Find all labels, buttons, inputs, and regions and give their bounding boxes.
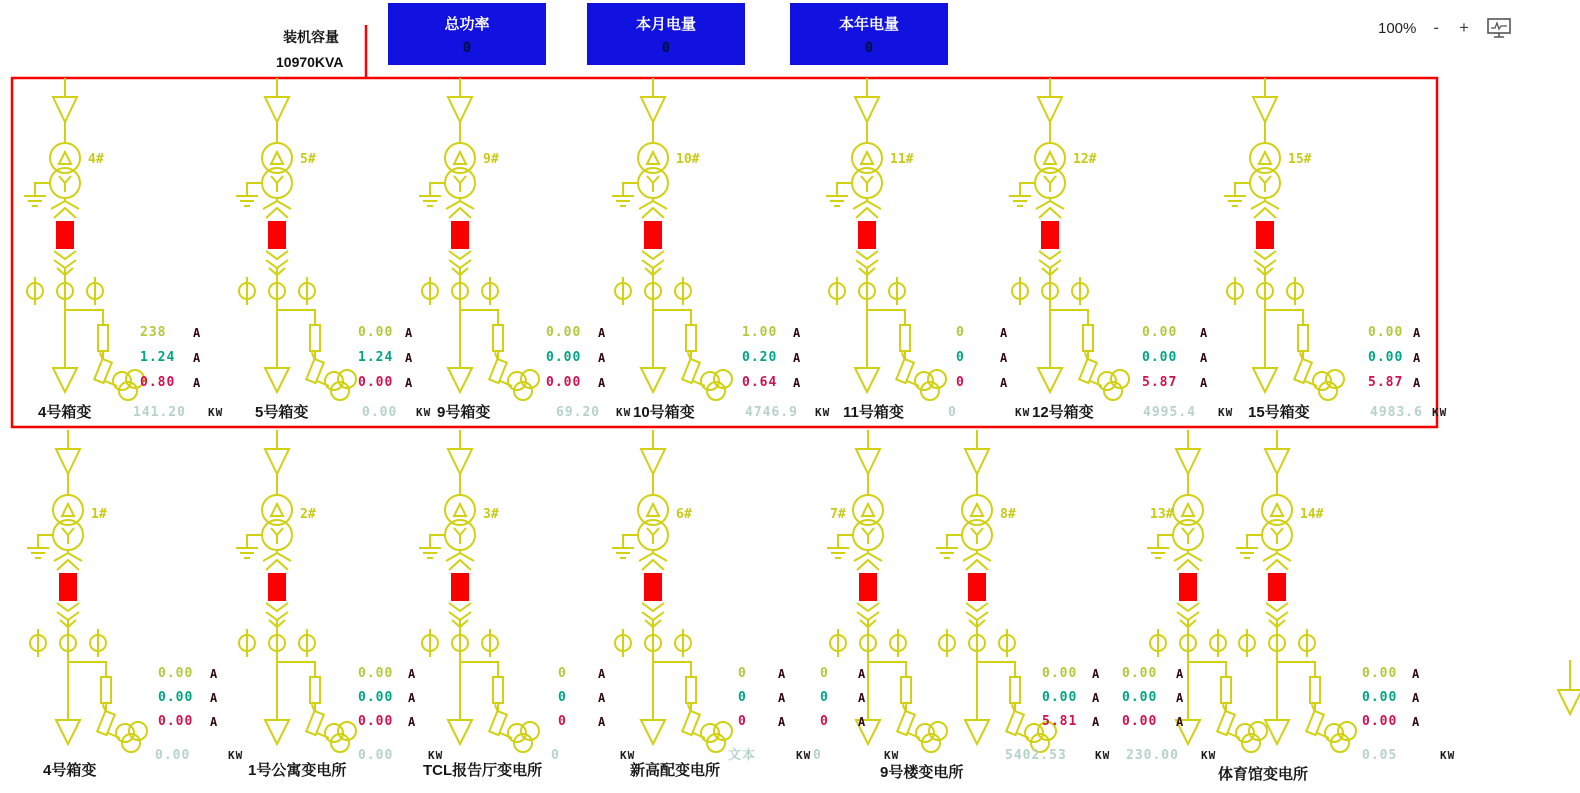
current-c-value: 0 bbox=[558, 714, 567, 729]
kw-unit: KW bbox=[796, 749, 812, 762]
power-value: 0.00 bbox=[358, 748, 394, 763]
button-value: 0 bbox=[462, 39, 472, 56]
current-a-value: 0.00 bbox=[1122, 666, 1158, 681]
power-value: 4983.6 bbox=[1370, 405, 1423, 420]
amp-unit: A bbox=[405, 351, 413, 365]
amp-unit: A bbox=[778, 715, 786, 729]
transformer-unit-symbol bbox=[1224, 78, 1344, 400]
station-label: 体育馆变电所 bbox=[1218, 766, 1309, 783]
transformer-unit-symbol bbox=[936, 430, 1056, 752]
transformer-unit-symbol bbox=[1236, 430, 1356, 752]
button-label: 本年电量 bbox=[838, 15, 899, 33]
transformer-id: 8# bbox=[1000, 507, 1016, 522]
current-b-value: 0.00 bbox=[1362, 690, 1398, 705]
unit-label: 9号箱变 bbox=[437, 404, 491, 421]
power-value: 0 bbox=[948, 405, 957, 420]
current-a-value: 0.00 bbox=[1142, 325, 1178, 340]
transformer-unit-symbol bbox=[827, 430, 947, 752]
current-c-value: 0 bbox=[820, 714, 829, 729]
feeder-arrow bbox=[1558, 660, 1580, 714]
current-c-value: 5.87 bbox=[1142, 375, 1178, 390]
transformer-id: 3# bbox=[483, 507, 499, 522]
station-label: 新高配变电所 bbox=[630, 762, 721, 779]
current-b-value: 0.00 bbox=[1042, 690, 1078, 705]
current-b-value: 0.00 bbox=[1142, 350, 1178, 365]
transformer-id: 9# bbox=[483, 152, 499, 167]
power-value: 文本 bbox=[728, 748, 757, 763]
kw-unit: KW bbox=[620, 749, 636, 762]
transformer-id: 5# bbox=[300, 152, 316, 167]
station-label: 9号楼变电所 bbox=[880, 764, 964, 781]
amp-unit: A bbox=[793, 376, 801, 390]
amp-unit: A bbox=[858, 715, 866, 729]
transformer-id: 7# bbox=[830, 507, 846, 522]
current-b-value: 1.24 bbox=[358, 350, 394, 365]
current-c-value: 5.87 bbox=[1368, 375, 1404, 390]
kw-unit: KW bbox=[1440, 749, 1456, 762]
amp-unit: A bbox=[793, 326, 801, 340]
kw-unit: KW bbox=[1201, 749, 1217, 762]
amp-unit: A bbox=[598, 691, 606, 705]
power-value: 4746.9 bbox=[745, 405, 798, 420]
transformer-id: 4# bbox=[88, 152, 104, 167]
unit-label: 15号箱变 bbox=[1248, 404, 1310, 421]
amp-unit: A bbox=[1413, 326, 1421, 340]
amp-unit: A bbox=[408, 691, 416, 705]
current-c-value: 0.00 bbox=[1362, 714, 1398, 729]
current-b-value: 0.20 bbox=[742, 350, 778, 365]
current-c-value: 0.00 bbox=[1122, 714, 1158, 729]
month-energy-button[interactable] bbox=[587, 3, 745, 65]
power-value: 0 bbox=[551, 748, 560, 763]
amp-unit: A bbox=[1092, 691, 1100, 705]
current-c-value: 0 bbox=[956, 375, 965, 390]
current-a-value: 238 bbox=[140, 325, 167, 340]
transformer-id: 2# bbox=[300, 507, 316, 522]
amp-unit: A bbox=[1200, 376, 1208, 390]
year-energy-button[interactable] bbox=[790, 3, 948, 65]
transformer-unit-symbol bbox=[236, 78, 356, 400]
kw-unit: KW bbox=[884, 749, 900, 762]
power-value: 141.20 bbox=[133, 405, 186, 420]
current-a-value: 0.00 bbox=[1368, 325, 1404, 340]
power-value: 0.00 bbox=[362, 405, 398, 420]
amp-unit: A bbox=[193, 376, 201, 390]
amp-unit: A bbox=[1412, 715, 1420, 729]
current-a-value: 0.00 bbox=[1362, 666, 1398, 681]
amp-unit: A bbox=[1412, 667, 1420, 681]
current-b-value: 0 bbox=[956, 350, 965, 365]
transformer-id: 13# bbox=[1150, 507, 1174, 522]
amp-unit: A bbox=[193, 351, 201, 365]
zoom-controls bbox=[1378, 16, 1512, 40]
current-a-value: 0.00 bbox=[546, 325, 582, 340]
current-c-value: 0.64 bbox=[742, 375, 778, 390]
amp-unit: A bbox=[598, 326, 606, 340]
transformer-unit-symbol bbox=[419, 430, 539, 752]
transformer-unit-symbol bbox=[612, 78, 732, 400]
amp-unit: A bbox=[1200, 326, 1208, 340]
capacity-label: 装机容量 bbox=[283, 29, 339, 45]
amp-unit: A bbox=[1000, 376, 1008, 390]
current-c-value: 0.00 bbox=[358, 375, 394, 390]
kw-unit: KW bbox=[416, 406, 432, 419]
station-label: 1号公寓变电所 bbox=[248, 762, 347, 779]
button-label: 总功率 bbox=[444, 15, 490, 33]
amp-unit: A bbox=[778, 667, 786, 681]
unit-label: 10号箱变 bbox=[633, 404, 695, 421]
button-label: 本月电量 bbox=[635, 15, 696, 33]
current-b-value: 1.24 bbox=[140, 350, 176, 365]
unit-label: 5号箱变 bbox=[255, 404, 309, 421]
amp-unit: A bbox=[858, 691, 866, 705]
current-b-value: 0.00 bbox=[1368, 350, 1404, 365]
amp-unit: A bbox=[793, 351, 801, 365]
transformer-unit-symbol bbox=[1009, 78, 1129, 400]
current-c-value: 0.80 bbox=[140, 375, 176, 390]
current-a-value: 0 bbox=[956, 325, 965, 340]
amp-unit: A bbox=[210, 667, 218, 681]
current-b-value: 0.00 bbox=[158, 690, 194, 705]
amp-unit: A bbox=[1413, 376, 1421, 390]
kw-unit: KW bbox=[1015, 406, 1031, 419]
transformer-id: 1# bbox=[91, 507, 107, 522]
amp-unit: A bbox=[1092, 715, 1100, 729]
amp-unit: A bbox=[405, 376, 413, 390]
power-value: 0.05 bbox=[1362, 748, 1398, 763]
amp-unit: A bbox=[1413, 351, 1421, 365]
amp-unit: A bbox=[1176, 667, 1184, 681]
power-value: 230.00 bbox=[1126, 748, 1179, 763]
amp-unit: A bbox=[778, 691, 786, 705]
current-a-value: 0 bbox=[738, 666, 747, 681]
amp-unit: A bbox=[598, 667, 606, 681]
kw-unit: KW bbox=[228, 749, 244, 762]
amp-unit: A bbox=[1000, 351, 1008, 365]
transformer-unit-symbol bbox=[1147, 430, 1267, 752]
transformer-id: 6# bbox=[676, 507, 692, 522]
current-b-value: 0.00 bbox=[1122, 690, 1158, 705]
transformer-unit-symbol bbox=[612, 430, 732, 752]
current-b-value: 0 bbox=[738, 690, 747, 705]
power-value: 69.20 bbox=[556, 405, 601, 420]
amp-unit: A bbox=[193, 326, 201, 340]
current-b-value: 0 bbox=[558, 690, 567, 705]
current-c-value: 0.00 bbox=[358, 714, 394, 729]
unit-label: 4号箱变 bbox=[38, 404, 92, 421]
amp-unit: A bbox=[408, 715, 416, 729]
transformer-id: 15# bbox=[1288, 152, 1312, 167]
current-c-value: 5.81 bbox=[1042, 714, 1078, 729]
kw-unit: KW bbox=[1432, 406, 1448, 419]
transformer-unit-symbol bbox=[419, 78, 539, 400]
power-value: 5402.53 bbox=[1005, 748, 1067, 763]
power-value: 0.00 bbox=[155, 748, 191, 763]
amp-unit: A bbox=[210, 715, 218, 729]
transformer-id: 10# bbox=[676, 152, 700, 167]
transformer-unit-symbol bbox=[27, 430, 147, 752]
button-value: 0 bbox=[661, 39, 671, 56]
current-a-value: 0 bbox=[558, 666, 567, 681]
amp-unit: A bbox=[858, 667, 866, 681]
current-a-value: 0.00 bbox=[1042, 666, 1078, 681]
transformer-unit-symbol bbox=[24, 78, 144, 400]
amp-unit: A bbox=[598, 715, 606, 729]
capacity-value: 10970KVA bbox=[276, 54, 344, 70]
current-c-value: 0.00 bbox=[158, 714, 194, 729]
current-a-value: 0.00 bbox=[158, 666, 194, 681]
power-value: 4995.4 bbox=[1143, 405, 1196, 420]
current-a-value: 0.00 bbox=[358, 325, 394, 340]
kw-unit: KW bbox=[208, 406, 224, 419]
amp-unit: A bbox=[598, 351, 606, 365]
station-label: 4号箱变 bbox=[43, 762, 97, 779]
unit-label: 11号箱变 bbox=[843, 404, 904, 421]
alarm-red-border bbox=[12, 25, 1437, 427]
amp-unit: A bbox=[598, 376, 606, 390]
transformer-unit-symbol bbox=[236, 430, 356, 752]
current-a-value: 1.00 bbox=[742, 325, 778, 340]
amp-unit: A bbox=[1412, 691, 1420, 705]
power-value: 0 bbox=[813, 748, 822, 763]
transformer-unit-symbol bbox=[826, 78, 946, 400]
amp-unit: A bbox=[1092, 667, 1100, 681]
amp-unit: A bbox=[405, 326, 413, 340]
amp-unit: A bbox=[408, 667, 416, 681]
zoom-level: 100% bbox=[1378, 19, 1417, 37]
current-a-value: 0 bbox=[820, 666, 829, 681]
amp-unit: A bbox=[210, 691, 218, 705]
station-label: TCL报告厅变电所 bbox=[423, 762, 543, 779]
current-b-value: 0 bbox=[820, 690, 829, 705]
current-b-value: 0.00 bbox=[358, 690, 394, 705]
current-b-value: 0.00 bbox=[546, 350, 582, 365]
transformer-id: 14# bbox=[1300, 507, 1324, 522]
amp-unit: A bbox=[1176, 715, 1184, 729]
amp-unit: A bbox=[1000, 326, 1008, 340]
current-a-value: 0.00 bbox=[358, 666, 394, 681]
kw-unit: KW bbox=[815, 406, 831, 419]
unit-label: 12号箱变 bbox=[1032, 404, 1094, 421]
total-power-button[interactable] bbox=[388, 3, 546, 65]
monitor-chart-icon[interactable] bbox=[1486, 16, 1512, 40]
amp-unit: A bbox=[1176, 691, 1184, 705]
transformer-id: 11# bbox=[890, 152, 914, 167]
kw-unit: KW bbox=[616, 406, 632, 419]
current-c-value: 0.00 bbox=[546, 375, 582, 390]
amp-unit: A bbox=[1200, 351, 1208, 365]
kw-unit: KW bbox=[428, 749, 444, 762]
kw-unit: KW bbox=[1218, 406, 1234, 419]
kw-unit: KW bbox=[1095, 749, 1111, 762]
current-c-value: 0 bbox=[738, 714, 747, 729]
zoom-out-button[interactable]: - bbox=[1433, 18, 1440, 37]
transformer-id: 12# bbox=[1073, 152, 1097, 167]
zoom-in-button[interactable]: + bbox=[1459, 18, 1469, 37]
button-value: 0 bbox=[864, 39, 874, 56]
